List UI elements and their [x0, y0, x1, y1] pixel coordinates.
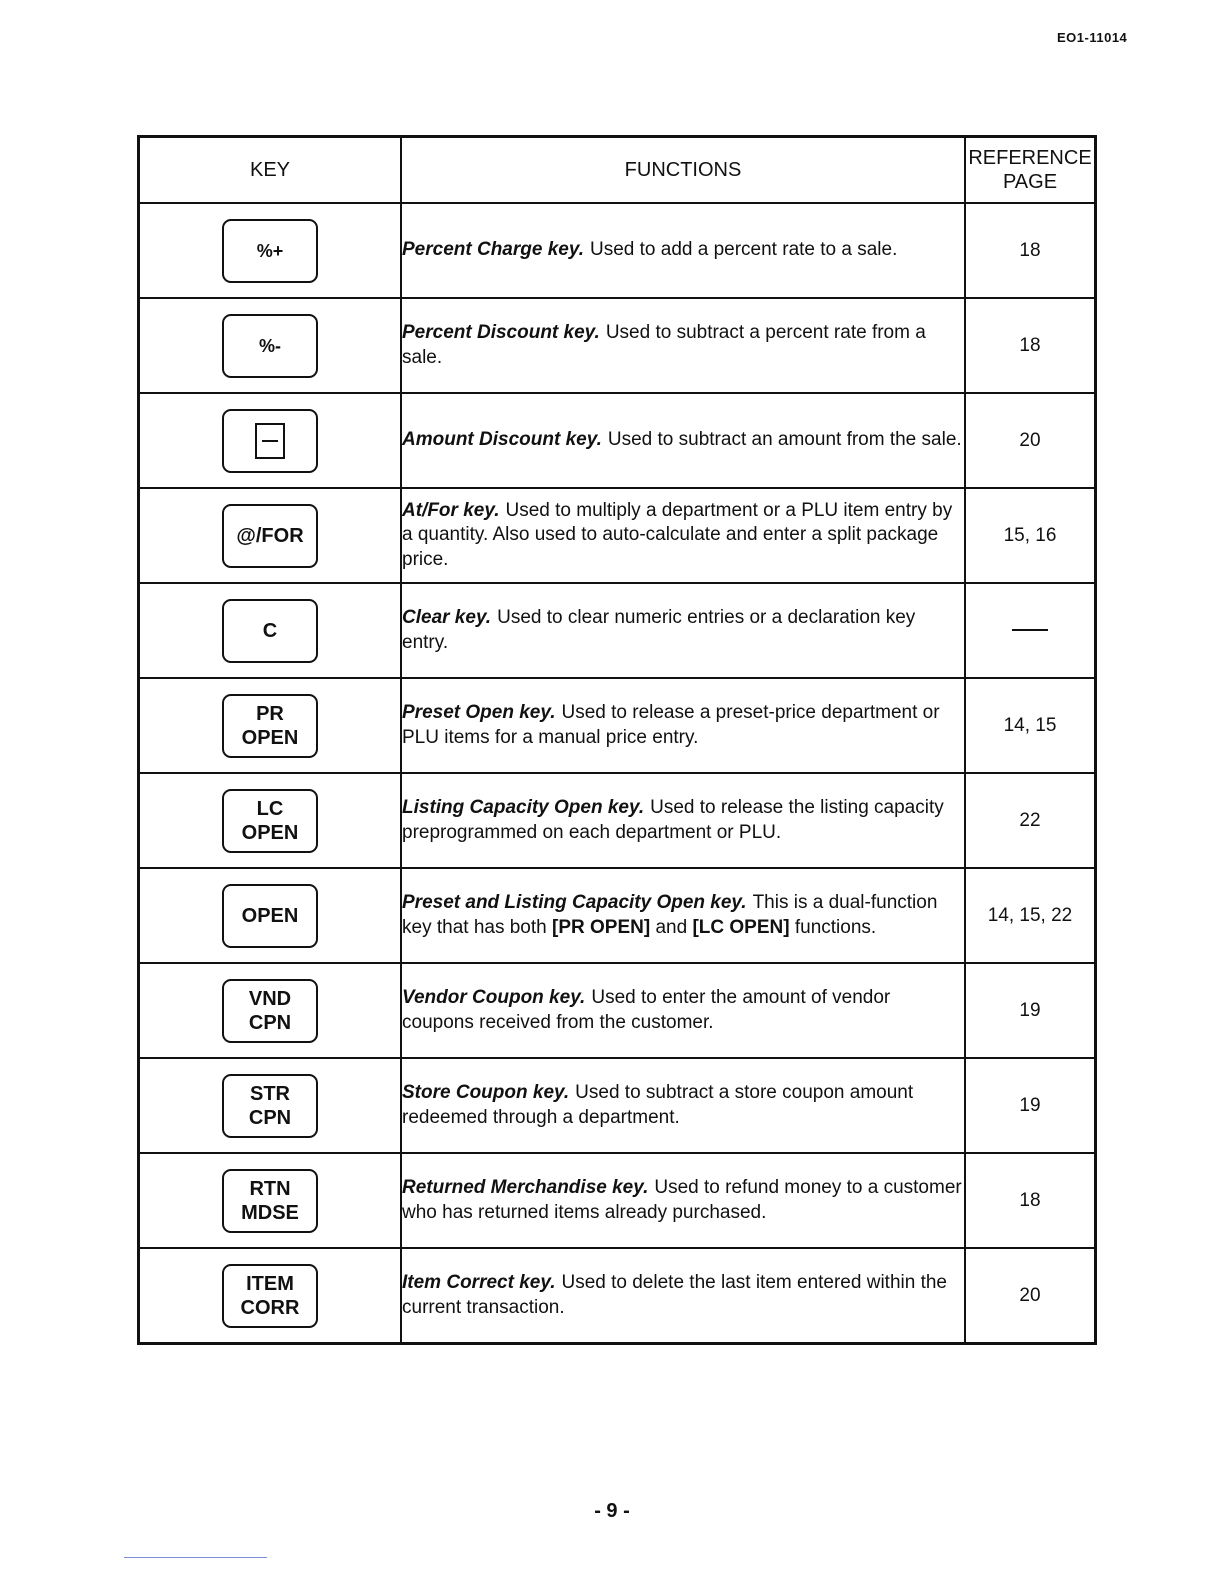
- table-row: [139, 773, 1096, 868]
- function-cell: [401, 1153, 965, 1248]
- table-row: [139, 868, 1096, 963]
- reference-page: 15, 16: [965, 488, 1096, 583]
- function-title: Amount Discount key.: [402, 429, 602, 451]
- reference-page: 22: [965, 773, 1096, 868]
- function-title: Returned Merchandise key.: [402, 1177, 649, 1198]
- keycap-label: %-: [259, 335, 281, 356]
- keycap-label: OPEN: [241, 726, 299, 749]
- function-title: Listing Capacity Open key.: [402, 797, 645, 818]
- function-title: Clear key.: [402, 607, 492, 628]
- reference-page: 20: [965, 393, 1096, 488]
- page-number: - 9 -: [594, 1500, 630, 1522]
- column-header-reference-page: [965, 137, 1096, 204]
- keycap-percent-charge: [222, 219, 318, 283]
- column-header-functions: FUNCTIONS: [401, 137, 965, 204]
- reference-label: REFERENCE: [968, 147, 1092, 169]
- function-cell: [401, 868, 965, 963]
- function-description: Used to release the listing capacity preprogrammed on each department or PLU.: [402, 797, 944, 843]
- reference-page: 14, 15: [965, 678, 1096, 773]
- function-description: Used to clear numeric entries or a declaration key entry.: [402, 607, 916, 653]
- function-description: Used to delete the last item entered within the current transaction.: [402, 1272, 947, 1318]
- function-description: and: [655, 916, 688, 938]
- function-cell: [401, 298, 965, 393]
- keycap-label: C: [262, 619, 278, 642]
- reference-page: 18: [965, 1153, 1096, 1248]
- keycap-returned-merchandise: [222, 1169, 318, 1233]
- reference-page: 20: [965, 1248, 1096, 1344]
- keycap-amount-discount: [222, 409, 318, 473]
- minus-box-icon: [255, 423, 285, 459]
- function-cell: [401, 488, 965, 583]
- function-description: functions.: [794, 916, 877, 938]
- function-cell: [401, 678, 965, 773]
- table-row: [139, 393, 1096, 488]
- function-title: Vendor Coupon key.: [402, 987, 586, 1008]
- keycap-label: OPEN: [241, 821, 299, 844]
- reference-page: 18: [965, 203, 1096, 298]
- keycap-label: LC: [256, 797, 284, 820]
- reference-page: 19: [965, 1058, 1096, 1153]
- function-title: Store Coupon key.: [402, 1082, 570, 1103]
- keycap-percent-discount: [222, 314, 318, 378]
- function-title: Percent Discount key.: [402, 322, 600, 343]
- keycap-label: VND: [248, 987, 292, 1010]
- keycap-label: ITEM: [246, 1272, 294, 1295]
- key-reference-pr-open: [PR OPEN]: [552, 916, 651, 938]
- function-description: Used to subtract an amount from the sale.: [607, 429, 962, 451]
- function-title: Percent Charge key.: [402, 239, 584, 261]
- table-row: [139, 1058, 1096, 1153]
- table-row: [139, 488, 1096, 583]
- reference-page: 19: [965, 963, 1096, 1058]
- no-reference-dash: [1012, 629, 1048, 631]
- keycap-label: RTN: [249, 1177, 291, 1200]
- key-reference-lc-open: [LC OPEN]: [692, 916, 790, 938]
- keycap-at-for: [222, 504, 318, 568]
- function-cell: [401, 393, 965, 488]
- keycap-label: CPN: [248, 1011, 292, 1034]
- keycap-listing-capacity-open: [222, 789, 318, 853]
- function-cell: [401, 583, 965, 678]
- keycap-store-coupon: [222, 1074, 318, 1138]
- function-cell: [401, 1058, 965, 1153]
- keycap-label: CPN: [248, 1106, 292, 1129]
- function-description: Used to release a preset-price department or PLU items for a manual price entry.: [402, 702, 940, 748]
- key-functions-table: [137, 135, 1097, 1345]
- function-cell: [401, 203, 965, 298]
- column-header-key: KEY: [139, 137, 402, 204]
- table-row: [139, 203, 1096, 298]
- table-row: [139, 583, 1096, 678]
- table-row: [139, 678, 1096, 773]
- function-description: Used to subtract a percent rate from a sale.: [402, 322, 926, 368]
- function-cell: [401, 1248, 965, 1344]
- function-title: At/For key.: [402, 499, 500, 521]
- table-row: [139, 298, 1096, 393]
- function-title: Preset Open key.: [402, 702, 556, 723]
- keycap-item-correct: [222, 1264, 318, 1328]
- keycap-preset-open: [222, 694, 318, 758]
- reference-page: [965, 583, 1096, 678]
- keycap-label: @/FOR: [236, 524, 304, 547]
- keycap-clear: [222, 599, 318, 663]
- document-id: EO1-11014: [1057, 30, 1128, 45]
- function-cell: [401, 963, 965, 1058]
- keycap-vendor-coupon: [222, 979, 318, 1043]
- keycap-label: MDSE: [241, 1201, 299, 1224]
- table-row: [139, 963, 1096, 1058]
- function-description: Used to subtract a store coupon amount redeemed through a department.: [402, 1082, 914, 1128]
- table-header-row: [139, 137, 1096, 204]
- keycap-open: [222, 884, 318, 948]
- page-label: PAGE: [1002, 171, 1058, 193]
- reference-page: 18: [965, 298, 1096, 393]
- keycap-label: STR: [250, 1082, 290, 1105]
- function-title: Item Correct key.: [402, 1272, 556, 1293]
- keycap-label: OPEN: [241, 904, 299, 927]
- function-description: Used to enter the amount of vendor coupons received from the customer.: [402, 987, 891, 1033]
- reference-page: 14, 15, 22: [965, 868, 1096, 963]
- function-description: Used to refund money to a customer who has returned items already purchased.: [402, 1177, 962, 1223]
- function-description: Used to add a percent rate to a sale.: [590, 239, 898, 261]
- keycap-label: CORR: [240, 1296, 300, 1319]
- function-cell: [401, 773, 965, 868]
- table-row: [139, 1248, 1096, 1344]
- table-row: [139, 1153, 1096, 1248]
- function-description: This is a dual-function key that has both: [402, 892, 938, 938]
- footnote-divider: [124, 1557, 267, 1558]
- function-title: Preset and Listing Capacity Open key.: [402, 892, 747, 913]
- keycap-label: PR: [256, 702, 284, 725]
- function-description: Used to multiply a department or a PLU item entry by a quantity. Also used to auto-calculate and enter a split package price.: [402, 499, 953, 570]
- keycap-label: %+: [256, 240, 284, 261]
